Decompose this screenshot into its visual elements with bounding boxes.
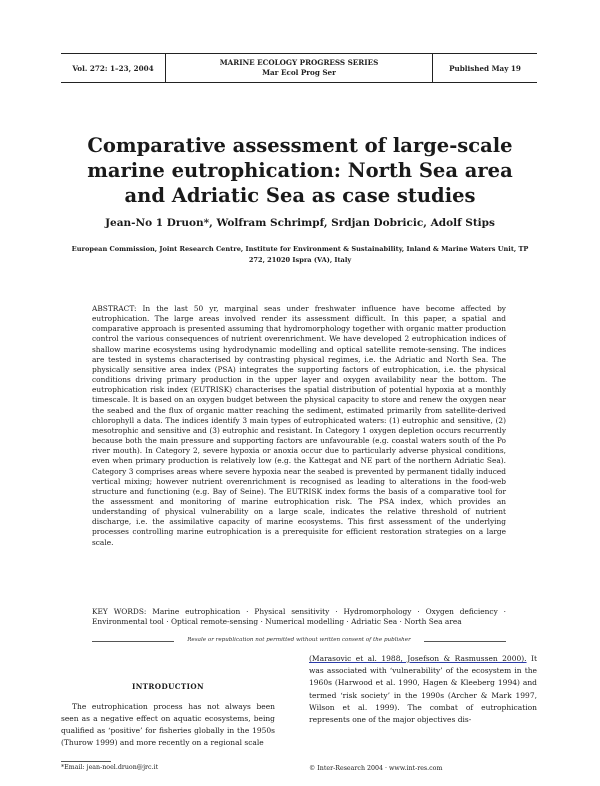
paper-title: Comparative assessment of large-scale marine eutrophication: North Sea area and Adriatic Sea as case studies [87,134,513,207]
journal-name-line2: Mar Ecol Prog Ser [262,68,336,77]
citation-link[interactable]: (Marasovic et al. 1988, Josefson & Rasmussen 2000). [309,654,527,663]
intro-column-right [309,653,537,726]
resale-notice [92,636,506,646]
footnote-divider [61,761,111,762]
publication-date: Published May 19 [432,53,537,83]
intro-column-right-text: It was associated with ‘vulnerability’ of the ecosystem in the 1960s (Harwood et al. 1990, Hagen & Kleeberg 1994) and termed ‘risk society’ in the 1990s (Archer & Mark 1997, Wilson et al. 1999). The combat of eutrophication represents one of the major objectives dis- [309,654,537,725]
notice-rule-left [92,641,174,642]
intro-column-left: The eutrophication process has not always been seen as a negative effect on aquatic ecosystems, being qualified as ‘positive’ for fisheries globally in the 1950s (Thurow 1999) and more recently on a regional scale [61,702,275,747]
journal-name [166,53,432,83]
copyright-notice: © Inter-Research 2004 · www.int-res.com [309,765,443,772]
section-heading-introduction: INTRODUCTION [131,682,205,691]
corresponding-email: *Email: jean-noel.druon@jrc.it [61,764,159,771]
affiliation: European Commission, Joint Research Centre, Institute for Environment & Sustainability, Inland & Marine Waters Unit, TP 272, 21020 Ispra (VA), Italy [71,245,529,264]
keywords: KEY WORDS: Marine eutrophication · Physical sensitivity · Hydromorphology · Oxygen deficiency · Environmental tool · Optical remote-sensing · Numerical modelling · Adriatic Sea · North Sea area [92,607,506,627]
author-list: Jean-No 1 Druon*, Wolfram Schrimpf, Srdjan Dobricic, Adolf Stips [105,217,495,229]
journal-name-line1: MARINE ECOLOGY PROGRESS SERIES [219,58,379,67]
journal-header [61,53,537,83]
notice-rule-right [424,641,506,642]
volume-info: Vol. 272: 1–23, 2004 [61,53,166,83]
abstract: ABSTRACT: In the last 50 yr, marginal seas under freshwater influence have become affected by eutrophication. The large areas involved render its assessment difficult. In this paper, a spatial and comparative approach is presented assuming that hydromorphology together with organic matter production control the various consequences of nutrient overenrichment. We have developed 2 eutrophication indices of shallow marine ecosystems using hydrodynamic modelling and optical satellite remote-sensing. The indices are tested in systems characterised by contrasting physical regimes, i.e. the Adriatic and North Sea. The physically sensitive area index (PSA) integrates the supporting factors of eutrophication, i.e. the physical conditions driving primary production in the upper layer and oxygen availability near the bottom. The eutrophication risk index (EUTRISK) characterises the spatial distribution of potential hypoxia at a monthly timescale. It is based on an oxygen budget between the physical capacity to store and renew the oxygen near the seabed and the flux of organic matter reaching the sediment, estimated primarily from satellite-derived chlorophyll a data. The indices identify 3 main types of eutrophicated waters: (1) eutrophic and sensitive, (2) mesotrophic and sensitive and (3) eutrophic and resistant. In Category 1 oxygen depletion occurs recurrently because both the main pressure and supporting factors are unfavourable (e.g. coastal waters south of the Po river mouth). In Category 2, severe hypoxia or anoxia occur due to particularly adverse physical conditions, even when primary production is relatively low (e.g. the Kattegat and NE part of the northern Adriatic Sea). Category 3 comprises areas where severe hypoxia near the seabed is prevented by permanent tidally induced vertical mixing; however nutrient overenrichment is recognised as leading to alterations in the food-web structure and functioning (e.g. Bay of Seine). The EUTRISK index forms the basis of a comparative tool for the assessment and monitoring of marine eutrophication risk. The PSA index, which provides an understanding of physical vulnerability on a large scale, indicates the relative threshold of nutrient discharge, i.e. the assimilative capacity of marine ecosystems. This first assessment of the underlying processes controlling marine eutrophication is a prerequisite for efficient restoration strategies on a large scale. [92,304,506,547]
notice-text: Resale or republication not permitted without written consent of the publisher [187,637,411,643]
